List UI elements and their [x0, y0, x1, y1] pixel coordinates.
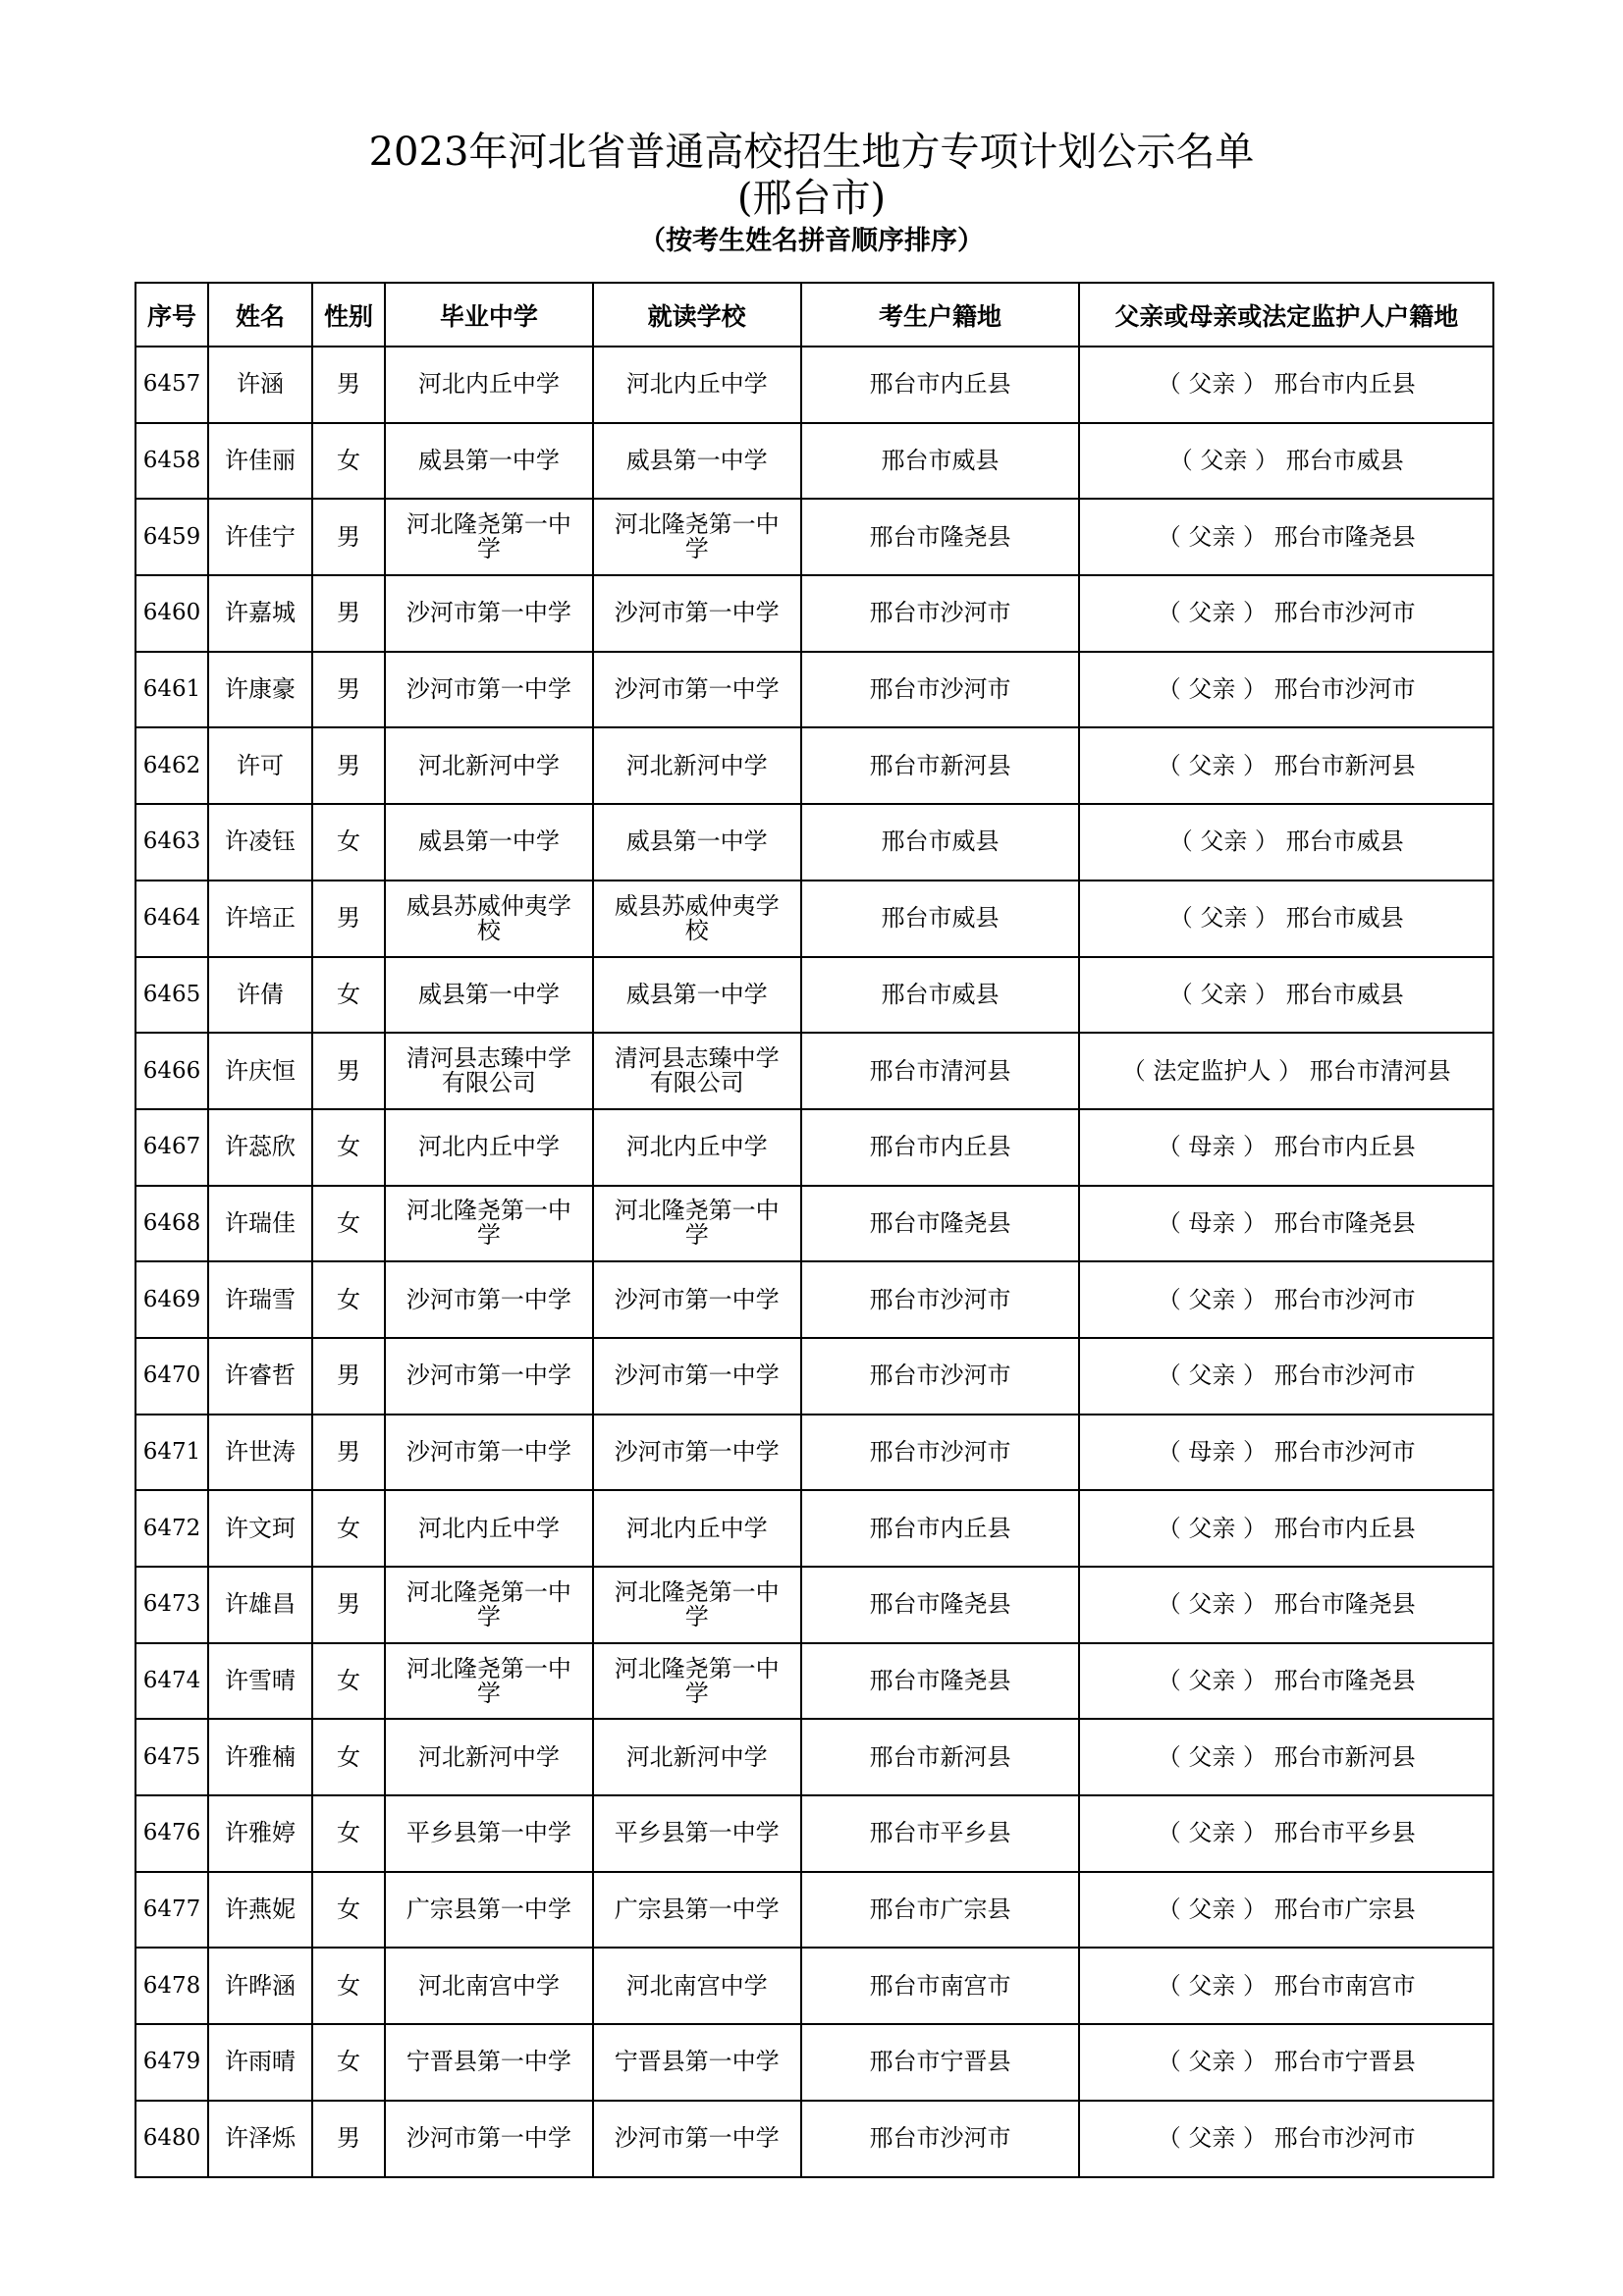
cell-grad-school: [385, 727, 593, 804]
cell-hukou: 邢台市威县: [801, 423, 1080, 500]
cell-hukou: 邢台市隆尧县: [801, 1186, 1080, 1262]
cell-grad-school-text: 威县第一中学: [417, 447, 560, 475]
cell-grad-school-text: 河北内丘中学: [417, 370, 560, 399]
cell-current-school-text: 河北内丘中学: [625, 1133, 768, 1161]
cell-guardian-hukou: （ 法定监护人 ） 邢台市清河县: [1079, 1033, 1493, 1109]
cell-grad-school: [385, 1948, 593, 2024]
cell-current-school: [593, 2024, 801, 2101]
cell-grad-school: [385, 1415, 593, 1491]
cell-current-school-text: 威县第一中学: [625, 828, 768, 856]
cell-gender: 男: [312, 1415, 385, 1491]
cell-name: 许雄昌: [208, 1567, 312, 1643]
column-header-grad-school: 毕业中学: [385, 283, 593, 347]
cell-hukou: 邢台市沙河市: [801, 575, 1080, 652]
cell-no: 6461: [135, 652, 208, 728]
cell-grad-school-text: 河北隆尧第一中学: [406, 1197, 571, 1250]
column-header-guardian-hukou: 父亲或母亲或法定监护人户籍地: [1079, 283, 1493, 347]
cell-current-school-text: 威县第一中学: [625, 447, 768, 475]
cell-grad-school-text: 威县第一中学: [417, 980, 560, 1008]
cell-guardian-hukou: （ 父亲 ） 邢台市新河县: [1079, 1719, 1493, 1795]
cell-hukou: 邢台市清河县: [801, 1033, 1080, 1109]
table-row: [135, 1186, 1493, 1262]
cell-grad-school-text: 河北新河中学: [417, 751, 560, 779]
cell-no: 6462: [135, 727, 208, 804]
column-header-hukou: 考生户籍地: [801, 283, 1080, 347]
cell-grad-school: [385, 347, 593, 423]
cell-hukou: 邢台市南宫市: [801, 1948, 1080, 2024]
cell-name: 许嘉城: [208, 575, 312, 652]
cell-gender: 男: [312, 1033, 385, 1109]
cell-guardian-hukou: （ 父亲 ） 邢台市内丘县: [1079, 1490, 1493, 1567]
cell-gender: 女: [312, 1109, 385, 1186]
cell-grad-school: [385, 2101, 593, 2177]
cell-gender: 男: [312, 2101, 385, 2177]
cell-gender: 男: [312, 1567, 385, 1643]
cell-current-school-text: 沙河市第一中学: [614, 1437, 780, 1466]
cell-gender: 女: [312, 1490, 385, 1567]
cell-no: 6478: [135, 1948, 208, 2024]
cell-guardian-hukou: （ 父亲 ） 邢台市隆尧县: [1079, 1567, 1493, 1643]
cell-name: 许雅楠: [208, 1719, 312, 1795]
cell-grad-school-text: 河北新河中学: [417, 1742, 560, 1771]
cell-hukou: 邢台市隆尧县: [801, 1643, 1080, 1720]
cell-grad-school: [385, 804, 593, 881]
cell-current-school: [593, 1872, 801, 1949]
cell-name: 许佳宁: [208, 499, 312, 575]
cell-no: 6477: [135, 1872, 208, 1949]
cell-gender: 女: [312, 2024, 385, 2101]
table-row: [135, 1567, 1493, 1643]
cell-current-school-text: 平乡县第一中学: [614, 1819, 780, 1847]
cell-name: 许燕妮: [208, 1872, 312, 1949]
cell-current-school: [593, 1415, 801, 1491]
cell-guardian-hukou: （ 父亲 ） 邢台市威县: [1079, 957, 1493, 1034]
cell-guardian-hukou: （ 父亲 ） 邢台市隆尧县: [1079, 499, 1493, 575]
cell-grad-school: [385, 881, 593, 957]
cell-name: 许涵: [208, 347, 312, 423]
cell-hukou: 邢台市广宗县: [801, 1872, 1080, 1949]
table-row: [135, 1643, 1493, 1720]
cell-current-school: [593, 347, 801, 423]
cell-grad-school-text: 沙河市第一中学: [406, 675, 571, 704]
cell-hukou: 邢台市沙河市: [801, 2101, 1080, 2177]
table-row: [135, 957, 1493, 1034]
cell-gender: 女: [312, 1795, 385, 1872]
cell-guardian-hukou: （ 父亲 ） 邢台市隆尧县: [1079, 1643, 1493, 1720]
cell-current-school: [593, 1719, 801, 1795]
cell-grad-school: [385, 1186, 593, 1262]
cell-current-school: [593, 1643, 801, 1720]
cell-name: 许雨晴: [208, 2024, 312, 2101]
cell-grad-school: [385, 1109, 593, 1186]
cell-no: 6460: [135, 575, 208, 652]
cell-guardian-hukou: （ 父亲 ） 邢台市平乡县: [1079, 1795, 1493, 1872]
cell-grad-school: [385, 423, 593, 500]
cell-no: 6457: [135, 347, 208, 423]
cell-hukou: 邢台市宁晋县: [801, 2024, 1080, 2101]
cell-gender: 女: [312, 1643, 385, 1720]
cell-name: 许蕊欣: [208, 1109, 312, 1186]
cell-guardian-hukou: （ 父亲 ） 邢台市新河县: [1079, 727, 1493, 804]
cell-grad-school-text: 平乡县第一中学: [406, 1819, 571, 1847]
cell-current-school: [593, 652, 801, 728]
cell-grad-school: [385, 1033, 593, 1109]
cell-name: 许倩: [208, 957, 312, 1034]
table-row: [135, 1109, 1493, 1186]
cell-current-school-text: 宁晋县第一中学: [614, 2048, 780, 2076]
cell-grad-school: [385, 957, 593, 1034]
cell-grad-school-text: 河北南宫中学: [417, 1971, 560, 2000]
cell-name: 许瑞佳: [208, 1186, 312, 1262]
cell-grad-school: [385, 1261, 593, 1338]
cell-grad-school: [385, 652, 593, 728]
cell-no: 6468: [135, 1186, 208, 1262]
cell-gender: 女: [312, 1948, 385, 2024]
cell-current-school-text: 河北隆尧第一中学: [614, 1197, 780, 1250]
cell-guardian-hukou: （ 父亲 ） 邢台市沙河市: [1079, 1261, 1493, 1338]
cell-gender: 男: [312, 347, 385, 423]
cell-name: 许雅婷: [208, 1795, 312, 1872]
cell-no: 6476: [135, 1795, 208, 1872]
cell-current-school-text: 河北新河中学: [625, 751, 768, 779]
cell-name: 许晔涵: [208, 1948, 312, 2024]
cell-grad-school: [385, 1338, 593, 1415]
cell-current-school: [593, 1033, 801, 1109]
cell-current-school: [593, 1186, 801, 1262]
table-row: [135, 575, 1493, 652]
cell-current-school: [593, 1109, 801, 1186]
table-row: [135, 652, 1493, 728]
cell-grad-school-text: 河北隆尧第一中学: [406, 1654, 571, 1707]
cell-name: 许凌钰: [208, 804, 312, 881]
cell-name: 许世涛: [208, 1415, 312, 1491]
cell-no: 6475: [135, 1719, 208, 1795]
cell-gender: 女: [312, 957, 385, 1034]
cell-grad-school: [385, 1872, 593, 1949]
cell-guardian-hukou: （ 母亲 ） 邢台市沙河市: [1079, 1415, 1493, 1491]
cell-gender: 男: [312, 1338, 385, 1415]
cell-grad-school: [385, 1795, 593, 1872]
cell-gender: 男: [312, 652, 385, 728]
cell-hukou: 邢台市平乡县: [801, 1795, 1080, 1872]
table-row: [135, 804, 1493, 881]
cell-gender: 女: [312, 1872, 385, 1949]
table-row: [135, 2024, 1493, 2101]
table-row: [135, 1872, 1493, 1949]
cell-guardian-hukou: （ 父亲 ） 邢台市沙河市: [1079, 2101, 1493, 2177]
table-row: [135, 1948, 1493, 2024]
cell-no: 6464: [135, 881, 208, 957]
cell-name: 许培正: [208, 881, 312, 957]
cell-current-school: [593, 1567, 801, 1643]
cell-gender: 女: [312, 423, 385, 500]
cell-hukou: 邢台市威县: [801, 881, 1080, 957]
cell-current-school: [593, 499, 801, 575]
cell-grad-school-text: 河北隆尧第一中学: [406, 1577, 571, 1630]
cell-guardian-hukou: （ 父亲 ） 邢台市南宫市: [1079, 1948, 1493, 2024]
cell-grad-school: [385, 2024, 593, 2101]
cell-current-school-text: 沙河市第一中学: [614, 675, 780, 704]
cell-no: 6465: [135, 957, 208, 1034]
cell-hukou: 邢台市沙河市: [801, 1261, 1080, 1338]
cell-grad-school-text: 沙河市第一中学: [406, 1362, 571, 1390]
cell-no: 6463: [135, 804, 208, 881]
cell-current-school: [593, 2101, 801, 2177]
cell-gender: 男: [312, 575, 385, 652]
cell-name: 许泽烁: [208, 2101, 312, 2177]
cell-current-school: [593, 727, 801, 804]
cell-grad-school-text: 清河县志臻中学有限公司: [406, 1044, 571, 1097]
cell-grad-school-text: 威县苏威仲夷学校: [406, 891, 571, 944]
cell-current-school-text: 河北内丘中学: [625, 370, 768, 399]
cell-current-school-text: 沙河市第一中学: [614, 1285, 780, 1313]
cell-hukou: 邢台市内丘县: [801, 1109, 1080, 1186]
cell-gender: 男: [312, 499, 385, 575]
cell-no: 6466: [135, 1033, 208, 1109]
cell-gender: 女: [312, 1186, 385, 1262]
cell-grad-school-text: 沙河市第一中学: [406, 2124, 571, 2153]
cell-current-school-text: 清河县志臻中学有限公司: [614, 1044, 780, 1097]
cell-name: 许睿哲: [208, 1338, 312, 1415]
cell-guardian-hukou: （ 母亲 ） 邢台市内丘县: [1079, 1109, 1493, 1186]
column-header-current-school: 就读学校: [593, 283, 801, 347]
document-header: [0, 128, 1623, 261]
student-roster-table: [135, 282, 1494, 2178]
table-row: [135, 1415, 1493, 1491]
cell-hukou: 邢台市威县: [801, 804, 1080, 881]
cell-no: 6467: [135, 1109, 208, 1186]
cell-grad-school-text: 沙河市第一中学: [406, 1285, 571, 1313]
cell-current-school: [593, 804, 801, 881]
cell-current-school-text: 威县第一中学: [625, 980, 768, 1008]
cell-current-school: [593, 1261, 801, 1338]
table-row: [135, 347, 1493, 423]
table-row: [135, 423, 1493, 500]
cell-no: 6471: [135, 1415, 208, 1491]
cell-hukou: 邢台市新河县: [801, 1719, 1080, 1795]
table-header-row: [135, 283, 1493, 347]
cell-hukou: 邢台市内丘县: [801, 1490, 1080, 1567]
cell-guardian-hukou: （ 父亲 ） 邢台市威县: [1079, 881, 1493, 957]
cell-no: 6470: [135, 1338, 208, 1415]
cell-guardian-hukou: （ 父亲 ） 邢台市沙河市: [1079, 575, 1493, 652]
cell-current-school: [593, 1338, 801, 1415]
table-row: [135, 1338, 1493, 1415]
cell-no: 6480: [135, 2101, 208, 2177]
cell-hukou: 邢台市隆尧县: [801, 499, 1080, 575]
cell-grad-school-text: 宁晋县第一中学: [406, 2048, 571, 2076]
cell-no: 6479: [135, 2024, 208, 2101]
table-row: [135, 499, 1493, 575]
cell-current-school-text: 河北南宫中学: [625, 1971, 768, 2000]
cell-current-school: [593, 881, 801, 957]
cell-gender: 男: [312, 881, 385, 957]
cell-hukou: 邢台市隆尧县: [801, 1567, 1080, 1643]
document-subtitle: (邢台市): [736, 176, 887, 221]
cell-current-school-text: 河北隆尧第一中学: [614, 510, 780, 563]
document-title: 2023年河北省普通高校招生地方专项计划公示名单: [368, 130, 1255, 175]
cell-no: 6472: [135, 1490, 208, 1567]
cell-gender: 女: [312, 1261, 385, 1338]
cell-name: 许文珂: [208, 1490, 312, 1567]
cell-grad-school-text: 广宗县第一中学: [406, 1896, 571, 1924]
cell-name: 许佳丽: [208, 423, 312, 500]
cell-no: 6459: [135, 499, 208, 575]
cell-grad-school-text: 河北内丘中学: [417, 1133, 560, 1161]
cell-grad-school: [385, 1490, 593, 1567]
cell-current-school: [593, 423, 801, 500]
cell-current-school-text: 河北隆尧第一中学: [614, 1654, 780, 1707]
cell-current-school: [593, 1795, 801, 1872]
cell-guardian-hukou: （ 父亲 ） 邢台市广宗县: [1079, 1872, 1493, 1949]
cell-current-school-text: 威县苏威仲夷学校: [614, 891, 780, 944]
table-row: [135, 1261, 1493, 1338]
table-row: [135, 881, 1493, 957]
cell-grad-school-text: 沙河市第一中学: [406, 1437, 571, 1466]
cell-name: 许庆恒: [208, 1033, 312, 1109]
table-row: [135, 1795, 1493, 1872]
cell-current-school-text: 广宗县第一中学: [614, 1896, 780, 1924]
column-header-name: 姓名: [208, 283, 312, 347]
cell-current-school: [593, 1490, 801, 1567]
cell-guardian-hukou: （ 母亲 ） 邢台市隆尧县: [1079, 1186, 1493, 1262]
cell-name: 许雪晴: [208, 1643, 312, 1720]
cell-grad-school-text: 威县第一中学: [417, 828, 560, 856]
cell-no: 6469: [135, 1261, 208, 1338]
cell-name: 许瑞雪: [208, 1261, 312, 1338]
cell-hukou: 邢台市威县: [801, 957, 1080, 1034]
column-header-no: 序号: [135, 283, 208, 347]
sort-note: （按考生姓名拼音顺序排序）: [639, 226, 984, 256]
cell-hukou: 邢台市新河县: [801, 727, 1080, 804]
cell-grad-school: [385, 575, 593, 652]
table-body: [135, 347, 1493, 2177]
table-row: [135, 2101, 1493, 2177]
cell-hukou: 邢台市内丘县: [801, 347, 1080, 423]
cell-guardian-hukou: （ 父亲 ） 邢台市内丘县: [1079, 347, 1493, 423]
cell-hukou: 邢台市沙河市: [801, 1338, 1080, 1415]
cell-guardian-hukou: （ 父亲 ） 邢台市沙河市: [1079, 1338, 1493, 1415]
cell-name: 许康豪: [208, 652, 312, 728]
cell-gender: 男: [312, 727, 385, 804]
table-row: [135, 1719, 1493, 1795]
cell-current-school-text: 沙河市第一中学: [614, 2124, 780, 2153]
cell-hukou: 邢台市沙河市: [801, 1415, 1080, 1491]
cell-current-school-text: 沙河市第一中学: [614, 1362, 780, 1390]
column-header-gender: 性别: [312, 283, 385, 347]
cell-grad-school: [385, 1643, 593, 1720]
cell-gender: 女: [312, 1719, 385, 1795]
cell-no: 6458: [135, 423, 208, 500]
cell-grad-school-text: 河北隆尧第一中学: [406, 510, 571, 563]
cell-current-school-text: 河北新河中学: [625, 1742, 768, 1771]
table-row: [135, 727, 1493, 804]
cell-grad-school: [385, 1567, 593, 1643]
cell-grad-school-text: 沙河市第一中学: [406, 599, 571, 627]
cell-hukou: 邢台市沙河市: [801, 652, 1080, 728]
cell-grad-school: [385, 499, 593, 575]
cell-no: 6473: [135, 1567, 208, 1643]
cell-current-school: [593, 957, 801, 1034]
cell-grad-school-text: 河北内丘中学: [417, 1514, 560, 1542]
cell-guardian-hukou: （ 父亲 ） 邢台市威县: [1079, 423, 1493, 500]
cell-current-school-text: 河北内丘中学: [625, 1514, 768, 1542]
cell-guardian-hukou: （ 父亲 ） 邢台市威县: [1079, 804, 1493, 881]
cell-gender: 女: [312, 804, 385, 881]
cell-grad-school: [385, 1719, 593, 1795]
cell-guardian-hukou: （ 父亲 ） 邢台市沙河市: [1079, 652, 1493, 728]
cell-current-school: [593, 1948, 801, 2024]
cell-guardian-hukou: （ 父亲 ） 邢台市宁晋县: [1079, 2024, 1493, 2101]
cell-no: 6474: [135, 1643, 208, 1720]
cell-current-school-text: 沙河市第一中学: [614, 599, 780, 627]
table-row: [135, 1033, 1493, 1109]
table-row: [135, 1490, 1493, 1567]
cell-current-school: [593, 575, 801, 652]
cell-name: 许可: [208, 727, 312, 804]
cell-current-school-text: 河北隆尧第一中学: [614, 1577, 780, 1630]
